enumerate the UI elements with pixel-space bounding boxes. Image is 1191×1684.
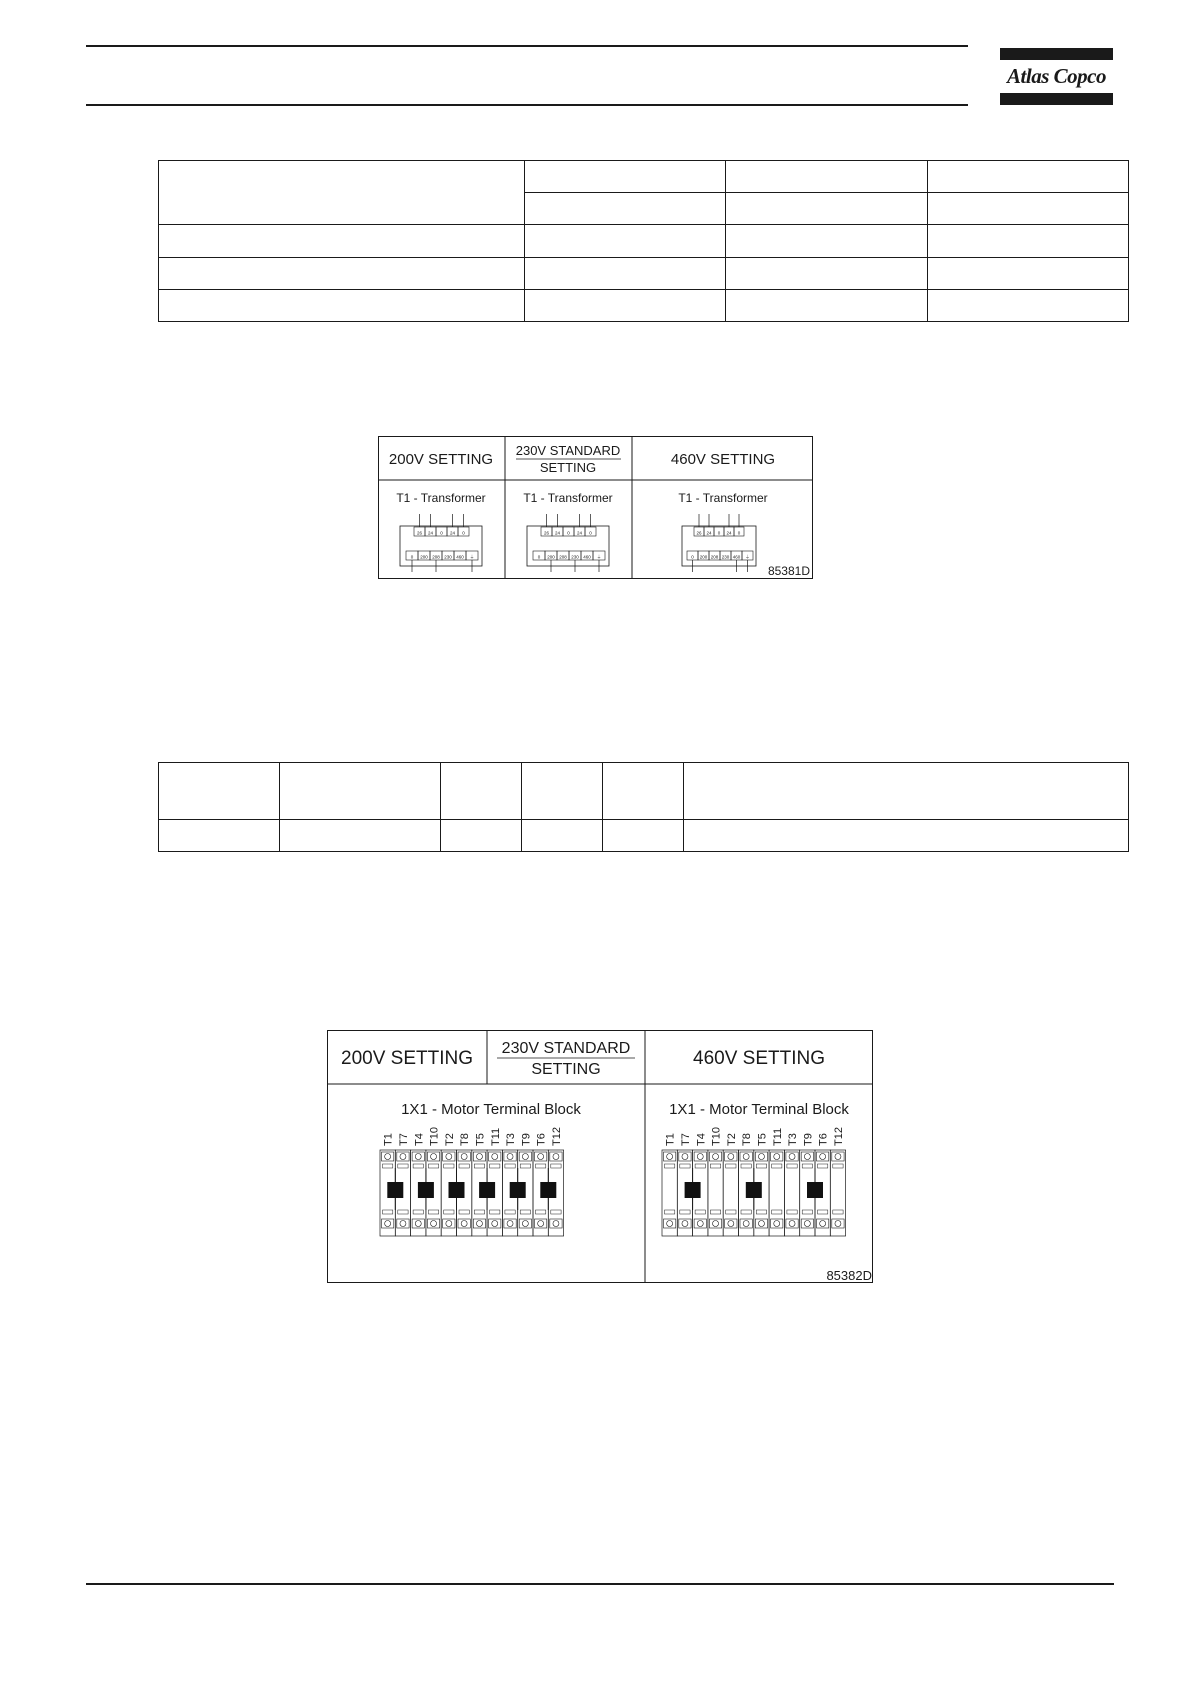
terminal-clamp [772,1164,782,1168]
terminal-screw-head [385,1154,391,1160]
terminal-screw-head [461,1221,467,1227]
table-cell [928,161,1129,193]
fig2-terminal-block-star [662,1127,846,1236]
jumper-bridge [418,1182,434,1198]
transformer-lower-terminal-label: 0 [691,554,694,560]
terminal-label: T10 [428,1127,441,1146]
terminal-label: T1 [664,1133,677,1146]
terminal-clamp [398,1210,408,1214]
terminal-label: T5 [474,1133,487,1146]
terminal-screw-head [476,1154,482,1160]
transformer-upper-terminal-label: 24 [554,530,561,536]
terminal-screw-head [431,1154,437,1160]
transformer-lower-terminal-label: 230 [721,554,730,560]
terminal-clamp [459,1210,469,1214]
terminal-screw-head [713,1221,719,1227]
terminal-label: T12 [550,1127,563,1146]
terminal-label: T4 [413,1133,426,1146]
transformer-lower-terminal-label: 208 [559,554,567,560]
terminal-screw-head [538,1154,544,1160]
transformer-lower-terminal-label: 208 [710,554,719,560]
terminal-label: T7 [679,1133,692,1146]
terminal-screw-head [728,1154,734,1160]
table-cell [522,820,603,852]
fig2-figure-code: 85382D [826,1268,872,1283]
table-row [159,161,1129,193]
terminal-screw-head [415,1154,421,1160]
terminal-clamp [383,1164,393,1168]
fig2-right-component-label: 1X1 - Motor Terminal Block [669,1101,849,1118]
header-top-rule [86,45,968,47]
table-cell [726,225,928,257]
terminal-screw-head [835,1154,841,1160]
fig1-transformer-diagram-230v [527,514,609,572]
table-cell [726,161,928,193]
parameter-table [158,762,1129,852]
transformer-upper-terminal-label: 26 [543,530,550,536]
terminal-label: T6 [535,1133,548,1146]
terminal-screw-head [713,1154,719,1160]
transformer-upper-terminal-label: 0 [462,530,465,536]
transformer-upper-terminal-label: 0 [717,530,721,536]
transformer-settings-figure [378,436,814,580]
terminal-clamp [802,1210,812,1214]
terminal-housing [723,1150,738,1236]
header-bottom-rule [86,104,968,106]
terminal-clamp [818,1210,828,1214]
transformer-lower-terminal-label: 460 [456,554,464,560]
terminal-label: T4 [695,1133,708,1146]
terminal-clamp [787,1210,797,1214]
terminal-screw-head [667,1221,673,1227]
terminal-screw-head [697,1221,703,1227]
terminal-screw-head [522,1221,528,1227]
terminal-screw-head [804,1154,810,1160]
fig1-col2-title-line1: 230V STANDARD [515,443,621,458]
terminal-clamp [551,1210,561,1214]
terminal-screw-head [553,1221,559,1227]
terminal-screw-head [431,1221,437,1227]
transformer-lower-terminal-label: 230 [444,554,452,560]
terminal-screw-head [461,1154,467,1160]
terminal-label: T1 [382,1133,395,1146]
transformer-upper-terminal-label: 24 [427,530,434,536]
terminal-clamp [710,1164,720,1168]
table-cell [159,289,525,321]
table-cell [441,763,522,820]
table-cell [525,289,726,321]
terminal-screw-head [507,1154,513,1160]
table-cell [522,763,603,820]
terminal-screw-head [789,1221,795,1227]
terminal-clamp [833,1210,843,1214]
terminal-clamp [536,1210,546,1214]
terminal-clamp [459,1164,469,1168]
terminal-clamp [444,1164,454,1168]
table-cell [684,763,1129,820]
terminal-screw-head [804,1221,810,1227]
terminal-clamp [665,1210,675,1214]
terminal-clamp [536,1164,546,1168]
terminal-label: T8 [459,1133,472,1146]
terminal-screw-head [522,1154,528,1160]
terminal-screw-head [476,1221,482,1227]
transformer-lower-terminal-label: ⏚ [745,554,750,560]
transformer-lower-terminal-label: ⏚ [596,554,602,560]
terminal-label: T9 [520,1133,533,1146]
table-cell [525,193,726,225]
terminal-housing [784,1150,799,1236]
terminal-screw-head [682,1221,688,1227]
terminal-clamp [444,1210,454,1214]
table-cell [159,257,525,289]
terminal-label: T2 [725,1133,738,1146]
terminal-clamp [680,1164,690,1168]
table-cell [726,289,928,321]
fig2-col2-title-line1: 230V STANDARD [501,1040,631,1057]
fig1-col3-component-label: T1 - Transformer [678,491,768,505]
fig2-col3-title: 460V SETTING [693,1048,825,1069]
terminal-clamp [413,1210,423,1214]
footer-rule [86,1583,1114,1585]
terminal-label: T10 [710,1127,723,1146]
fig2-col1-title: 200V SETTING [341,1048,473,1069]
terminal-label: T3 [505,1133,518,1146]
terminal-label: T6 [817,1133,830,1146]
fig1-col2-title-line2: SETTING [539,460,597,475]
jumper-bridge [479,1182,495,1198]
transformer-upper-terminal-label: 24 [706,530,712,536]
terminal-screw-head [492,1154,498,1160]
transformer-lower-terminal-label: 460 [583,554,591,560]
terminal-clamp [772,1210,782,1214]
terminal-screw-head [774,1154,780,1160]
table-cell [684,820,1129,852]
terminal-screw-head [789,1154,795,1160]
jumper-bridge [540,1182,556,1198]
table-cell [441,820,522,852]
terminal-screw-head [446,1221,452,1227]
table-cell [928,193,1129,225]
terminal-screw-head [492,1221,498,1227]
table-cell [159,225,525,257]
terminal-clamp [695,1164,705,1168]
terminal-label: T8 [741,1133,754,1146]
terminal-label: T11 [489,1127,502,1146]
jumper-bridge [449,1182,465,1198]
fig2-left-component-label: 1X1 - Motor Terminal Block [401,1101,581,1118]
transformer-upper-terminal-label: 26 [416,530,423,536]
table-cell [525,225,726,257]
table-cell [928,257,1129,289]
transformer-lower-terminal-label: ⏚ [469,554,475,560]
terminal-clamp [551,1164,561,1168]
terminal-clamp [505,1164,515,1168]
terminal-clamp [833,1164,843,1168]
fig1-col1-title: 200V SETTING [388,451,494,468]
fig1-col2-component-label: T1 - Transformer [523,491,613,505]
terminal-clamp [680,1210,690,1214]
table-cell [159,763,280,820]
terminal-label: T7 [397,1133,410,1146]
terminal-screw-head [835,1221,841,1227]
table-row [159,763,1129,820]
transformer-lower-terminal-label: 460 [732,554,741,560]
terminal-screw-head [538,1221,544,1227]
table-cell [928,225,1129,257]
terminal-housing [830,1150,845,1236]
fig1-transformer-diagram-200v [400,514,482,572]
terminal-clamp [520,1164,530,1168]
terminal-clamp [665,1164,675,1168]
terminal-clamp [741,1164,751,1168]
terminal-screw-head [774,1221,780,1227]
transformer-lower-terminal-label: 200 [699,554,708,560]
terminal-screw-head [728,1221,734,1227]
transformer-lower-terminal-label: 0 [410,554,414,560]
terminal-screw-head [743,1154,749,1160]
terminal-screw-head [415,1221,421,1227]
terminal-screw-head [758,1154,764,1160]
terminal-clamp [726,1210,736,1214]
terminal-clamp [695,1210,705,1214]
transformer-upper-terminal-label: 24 [726,530,732,536]
fig2-terminal-block-delta [380,1127,564,1236]
table-cell [603,820,684,852]
fig2-col2-title-line2: SETTING [531,1061,601,1078]
terminal-clamp [383,1210,393,1214]
logo-bottom-bar [1000,93,1113,105]
terminal-label: T12 [832,1127,845,1146]
table-cell [726,257,928,289]
table-row [159,257,1129,289]
fig1-figure-code: 85381D [767,564,810,578]
transformer-upper-terminal-label: 0 [567,530,570,536]
terminal-screw-head [446,1154,452,1160]
terminal-clamp [741,1210,751,1214]
voltage-table [158,160,1129,322]
jumper-bridge [746,1182,762,1198]
terminal-screw-head [758,1221,764,1227]
terminal-screw-head [507,1221,513,1227]
transformer-upper-terminal-label: 0 [737,530,741,536]
terminal-screw-head [385,1221,391,1227]
table-cell [280,763,441,820]
fig1-col1-component-label: T1 - Transformer [396,491,486,505]
transformer-lower-terminal-label: 208 [432,554,440,560]
transformer-upper-terminal-label: 0 [589,530,592,536]
terminal-clamp [756,1164,766,1168]
terminal-clamp [520,1210,530,1214]
fig1-col3-title: 460V SETTING [670,451,776,468]
fig1-transformer-diagram-460v [682,514,756,572]
transformer-upper-terminal-label: 24 [576,530,583,536]
terminal-screw-head [697,1154,703,1160]
terminal-clamp [428,1210,438,1214]
motor-terminal-settings-figure [327,1030,875,1284]
terminal-clamp [802,1164,812,1168]
logo-wordmark: Atlas Copco [1007,64,1106,88]
table-cell [159,820,280,852]
table-row [159,225,1129,257]
terminal-clamp [413,1164,423,1168]
terminal-screw-head [743,1221,749,1227]
terminal-clamp [490,1210,500,1214]
terminal-screw-head [667,1154,673,1160]
jumper-bridge [807,1182,823,1198]
terminal-clamp [474,1164,484,1168]
table-cell [525,257,726,289]
table-cell [603,763,684,820]
terminal-clamp [428,1164,438,1168]
terminal-screw-head [820,1221,826,1227]
jumper-bridge [510,1182,526,1198]
table-row [159,289,1129,321]
table-cell [726,193,928,225]
terminal-clamp [726,1164,736,1168]
terminal-label: T3 [787,1133,800,1146]
logo-top-bar [1000,48,1113,60]
terminal-clamp [787,1164,797,1168]
terminal-housing [662,1150,677,1236]
transformer-lower-terminal-label: 230 [571,554,579,560]
table-row [159,820,1129,852]
terminal-screw-head [400,1154,406,1160]
transformer-upper-terminal-label: 26 [696,530,702,536]
transformer-lower-terminal-label: 0 [537,554,541,560]
terminal-screw-head [553,1154,559,1160]
transformer-lower-terminal-label: 200 [420,554,428,560]
terminal-label: T11 [771,1127,784,1146]
terminal-clamp [756,1210,766,1214]
terminal-screw-head [682,1154,688,1160]
terminal-label: T5 [756,1133,769,1146]
terminal-clamp [710,1210,720,1214]
terminal-clamp [818,1164,828,1168]
jumper-bridge [685,1182,701,1198]
terminal-housing [769,1150,784,1236]
transformer-lower-terminal-label: 200 [547,554,555,560]
terminal-housing [708,1150,723,1236]
terminal-clamp [474,1210,484,1214]
terminal-screw-head [400,1221,406,1227]
table-cell [280,820,441,852]
terminal-clamp [398,1164,408,1168]
transformer-upper-terminal-label: 24 [449,530,456,536]
terminal-label: T9 [802,1133,815,1146]
terminal-label: T2 [443,1133,456,1146]
transformer-upper-terminal-label: 0 [440,530,443,536]
atlas-copco-logo [1000,48,1113,105]
table-cell [525,161,726,193]
terminal-clamp [490,1164,500,1168]
jumper-bridge [387,1182,403,1198]
terminal-clamp [505,1210,515,1214]
terminal-screw-head [820,1154,826,1160]
table-cell [159,161,525,225]
table-cell [928,289,1129,321]
